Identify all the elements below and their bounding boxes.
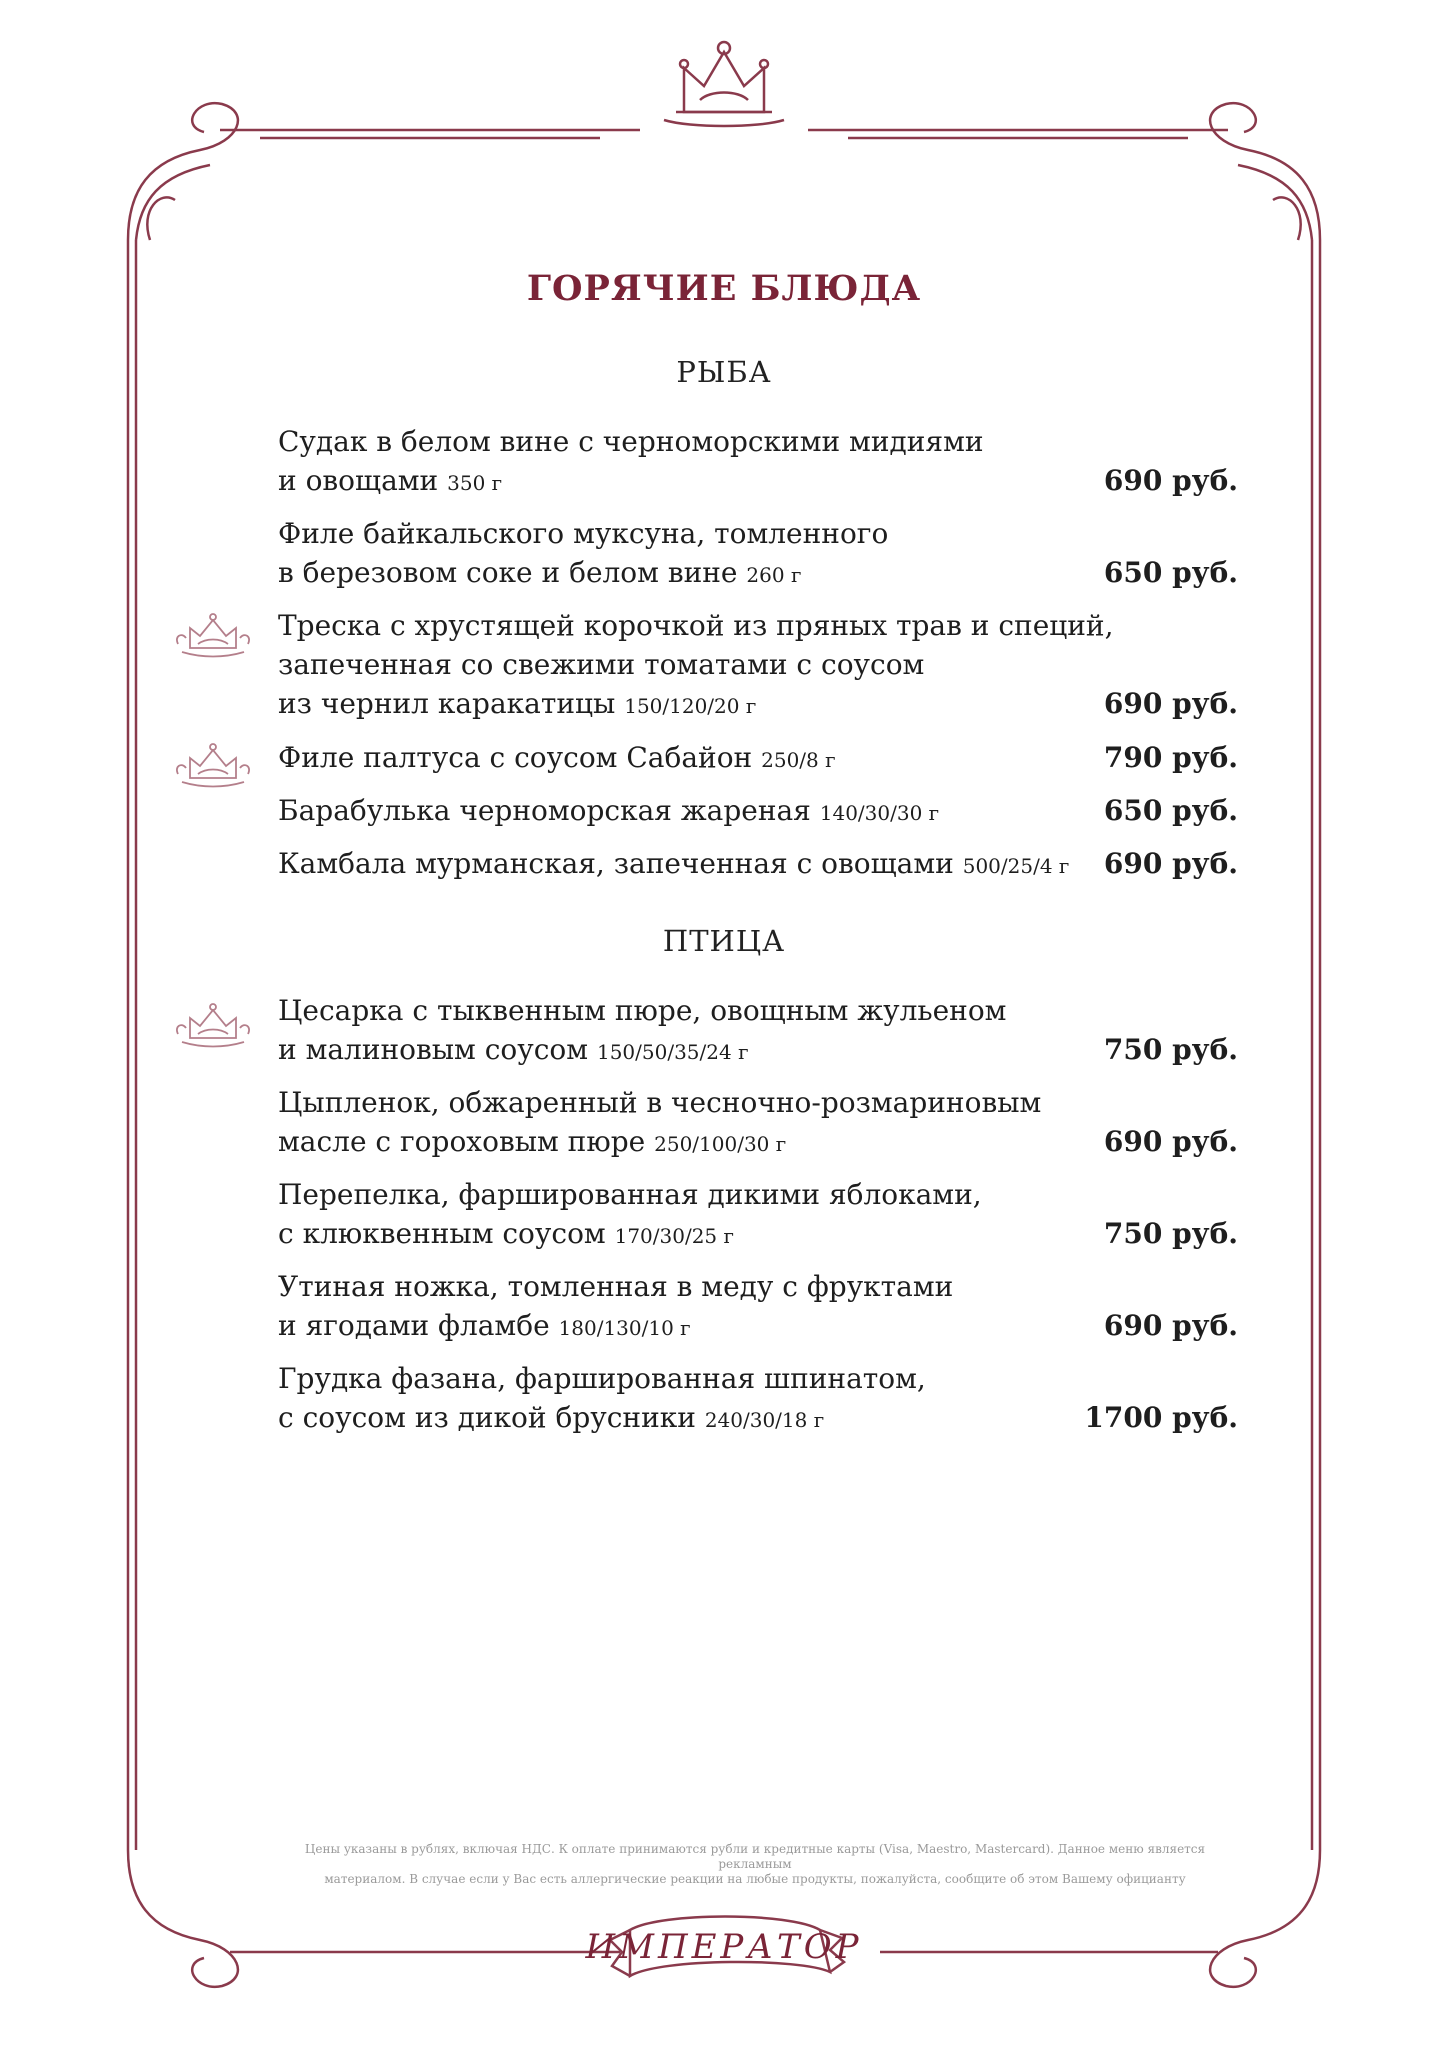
item-price: 690 руб. bbox=[1103, 687, 1238, 720]
item-weight: 350 г bbox=[447, 471, 503, 495]
disclaimer bbox=[270, 1842, 1240, 1887]
item-name: Цесарка с тыквенным пюре, овощным жульеном bbox=[278, 994, 1007, 1027]
menu-item bbox=[278, 1083, 1238, 1161]
page-title: ГОРЯЧИЕ БЛЮДА bbox=[526, 268, 922, 309]
item-weight: 180/130/10 г bbox=[558, 1316, 691, 1340]
disclaimer-line: Цены указаны в рублях, включая НДС. К оплате принимаются рубли и кредитные карты (Visa, Maestro, Mastercard). Данное меню является рекламным bbox=[304, 1842, 1206, 1871]
menu-item bbox=[278, 844, 1238, 883]
crown-icon bbox=[172, 1000, 254, 1052]
item-price: 690 руб. bbox=[1103, 847, 1238, 880]
item-weight: 170/30/25 г bbox=[614, 1224, 734, 1248]
item-price: 650 руб. bbox=[1103, 794, 1238, 827]
item-name: и малиновым соусом bbox=[278, 1033, 589, 1066]
item-weight: 150/50/35/24 г bbox=[596, 1040, 749, 1064]
item-price: 690 руб. bbox=[1103, 1125, 1238, 1158]
item-weight: 140/30/30 г bbox=[819, 801, 940, 825]
item-name: Утиная ножка, томленная в меду с фруктами bbox=[278, 1270, 954, 1303]
crown-icon bbox=[172, 610, 254, 662]
item-price: 750 руб. bbox=[1103, 1033, 1238, 1066]
item-price: 690 руб. bbox=[1103, 464, 1238, 497]
item-weight: 250/100/30 г bbox=[654, 1132, 787, 1156]
menu-item bbox=[278, 422, 1238, 500]
item-price: 750 руб. bbox=[1103, 1217, 1238, 1250]
item-name: с соусом из дикой брусники bbox=[278, 1401, 696, 1434]
item-name: и овощами bbox=[278, 464, 439, 497]
item-name: Судак в белом вине с черноморскими мидиями bbox=[278, 425, 984, 458]
item-price: 690 руб. bbox=[1103, 1309, 1238, 1342]
item-name: масле с гороховым пюре bbox=[278, 1125, 646, 1158]
item-name: Филе палтуса с соусом Сабайон bbox=[278, 741, 753, 774]
item-weight: 240/30/18 г bbox=[704, 1408, 825, 1432]
item-weight: 500/25/4 г bbox=[962, 854, 1070, 878]
item-weight: 260 г bbox=[746, 563, 802, 587]
item-name: Камбала мурманская, запеченная с овощами bbox=[278, 847, 954, 880]
menu-item-signature bbox=[278, 991, 1238, 1069]
section-heading-poultry: ПТИЦА bbox=[662, 924, 786, 958]
disclaimer-line: материалом. В случае если у Вас есть аллергические реакции на любые продукты, пожалуйста, сообщите об этом Вашему официанту bbox=[324, 1872, 1186, 1886]
item-price: 1700 руб. bbox=[1084, 1401, 1238, 1434]
item-name: в березовом соке и белом вине bbox=[278, 556, 738, 589]
item-name: Треска с хрустящей корочкой из пряных трав и специй, bbox=[278, 609, 1114, 642]
menu-item-signature bbox=[278, 738, 1238, 777]
item-price: 650 руб. bbox=[1103, 556, 1238, 589]
menu-item bbox=[278, 1175, 1238, 1253]
menu-item bbox=[278, 1359, 1238, 1437]
item-name: запеченная со свежими томатами с соусом bbox=[278, 648, 925, 681]
item-name: и ягодами фламбе bbox=[278, 1309, 550, 1342]
item-name: Барабулька черноморская жареная bbox=[278, 794, 811, 827]
item-name: Филе байкальского муксуна, томленного bbox=[278, 517, 889, 550]
item-name: с клюквенным соусом bbox=[278, 1217, 606, 1250]
menu-item bbox=[278, 1267, 1238, 1345]
menu-item-signature bbox=[278, 606, 1238, 723]
menu-item bbox=[278, 791, 1238, 830]
item-weight: 150/120/20 г bbox=[624, 694, 757, 718]
item-name: из чернил каракатицы bbox=[278, 687, 616, 720]
item-name: Перепелка, фаршированная дикими яблоками, bbox=[278, 1178, 982, 1211]
crown-icon bbox=[172, 740, 254, 792]
menu-item bbox=[278, 514, 1238, 592]
item-weight: 250/8 г bbox=[761, 748, 836, 772]
item-name: Цыпленок, обжаренный в чесночно-розмариновым bbox=[278, 1086, 1042, 1119]
restaurant-logo: ИМПЕРАТОР bbox=[585, 1927, 863, 1967]
item-price: 790 руб. bbox=[1103, 741, 1238, 774]
section-heading-fish: РЫБА bbox=[676, 355, 772, 389]
item-name: Грудка фазана, фаршированная шпинатом, bbox=[278, 1362, 926, 1395]
